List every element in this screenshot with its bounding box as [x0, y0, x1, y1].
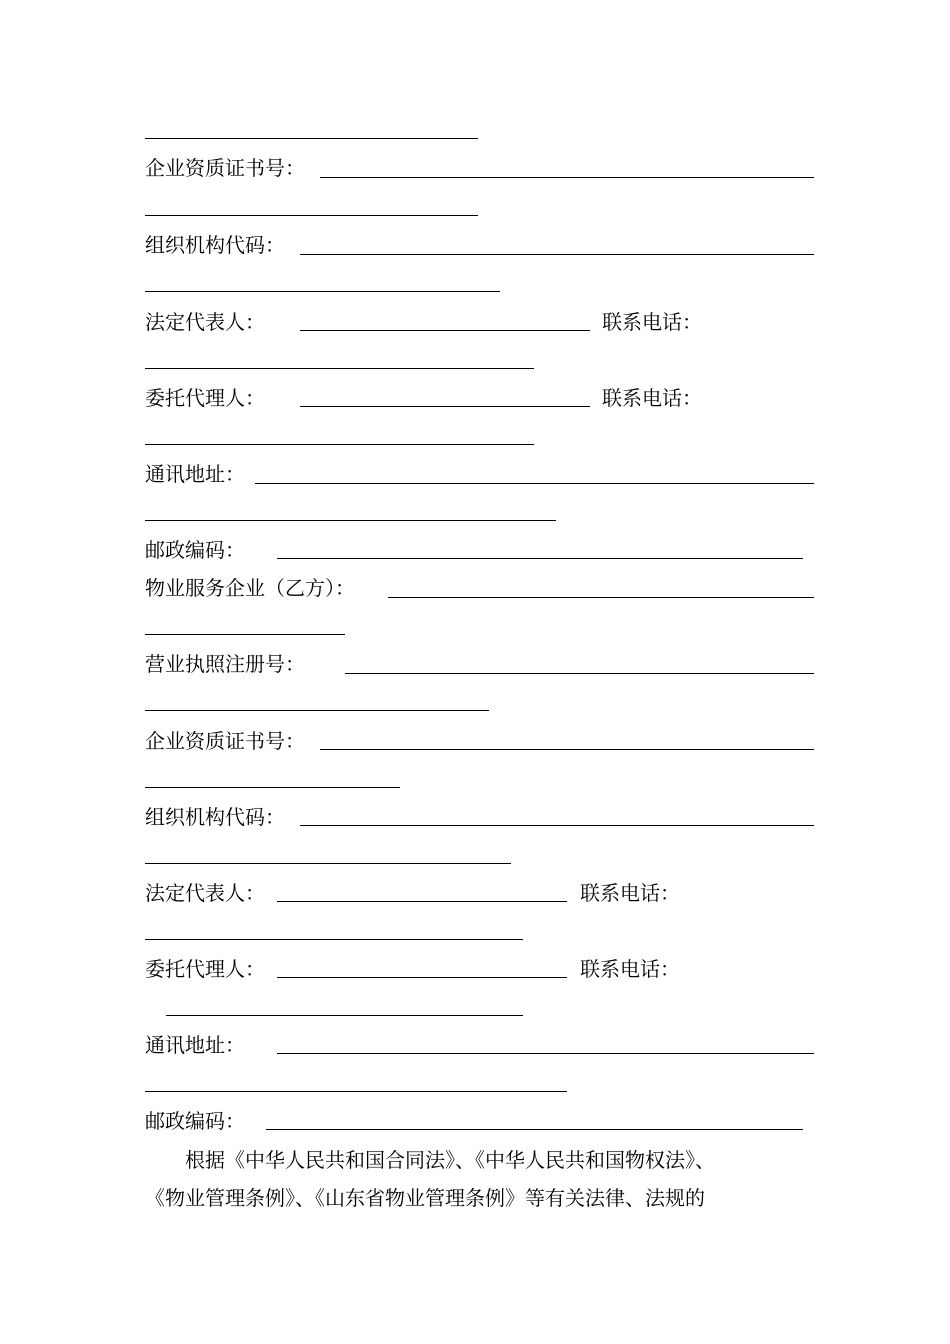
party-a-address-field[interactable] — [255, 483, 814, 484]
blank-line — [145, 138, 478, 139]
party-a-agent-field[interactable] — [300, 406, 590, 407]
party-a-org-code-field-continued[interactable] — [145, 291, 500, 292]
party-a-address-label: 通讯地址： — [145, 462, 245, 486]
party-b-postal-label: 邮政编码： — [145, 1109, 245, 1133]
party-b-address-label: 通讯地址： — [145, 1033, 245, 1057]
party-b-postal-field[interactable] — [266, 1129, 803, 1130]
party-a-agent-phone-field[interactable] — [145, 444, 534, 445]
party-b-agent-phone-label: 联系电话： — [580, 957, 680, 981]
party-b-org-code-field-continued[interactable] — [145, 863, 511, 864]
party-b-agent-field[interactable] — [277, 977, 567, 978]
party-b-license-label: 营业执照注册号： — [145, 652, 305, 676]
party-a-qualification-field-continued[interactable] — [145, 215, 478, 216]
party-b-qualification-field[interactable] — [320, 749, 814, 750]
party-b-agent-label: 委托代理人： — [145, 957, 265, 981]
party-a-postal-field[interactable] — [277, 558, 803, 559]
party-b-agent-phone-field[interactable] — [166, 1015, 523, 1016]
legal-basis-line-1: 根据《中华人民共和国合同法》、《中华人民共和国物权法》、 — [145, 1148, 715, 1172]
party-b-qualification-field-continued[interactable] — [145, 787, 400, 788]
party-b-company-field-continued[interactable] — [145, 634, 345, 635]
party-b-license-field-continued[interactable] — [145, 710, 489, 711]
party-a-legal-rep-phone-label: 联系电话： — [602, 310, 702, 334]
party-b-org-code-label: 组织机构代码： — [145, 805, 285, 829]
party-b-org-code-field[interactable] — [300, 825, 814, 826]
party-b-address-field-continued[interactable] — [145, 1091, 567, 1092]
legal-basis-line-2: 《物业管理条例》、《山东省物业管理条例》等有关法律、法规的 — [145, 1186, 705, 1210]
party-a-legal-rep-phone-field[interactable] — [145, 368, 534, 369]
party-b-legal-rep-field[interactable] — [277, 901, 567, 902]
party-b-legal-rep-phone-field[interactable] — [145, 939, 523, 940]
party-a-org-code-label: 组织机构代码： — [145, 233, 285, 257]
party-a-agent-label: 委托代理人： — [145, 386, 265, 410]
party-b-legal-rep-label: 法定代表人： — [145, 881, 265, 905]
party-b-address-field[interactable] — [277, 1053, 814, 1054]
party-a-qualification-label: 企业资质证书号： — [145, 156, 305, 180]
party-a-legal-rep-label: 法定代表人： — [145, 310, 265, 334]
party-b-legal-rep-phone-label: 联系电话： — [580, 881, 680, 905]
party-a-org-code-field[interactable] — [300, 254, 814, 255]
party-a-postal-label: 邮政编码： — [145, 538, 245, 562]
party-b-company-field[interactable] — [388, 597, 814, 598]
party-a-legal-rep-field[interactable] — [300, 330, 590, 331]
party-b-license-field[interactable] — [345, 673, 814, 674]
party-b-qualification-label: 企业资质证书号： — [145, 729, 305, 753]
party-a-qualification-field[interactable] — [320, 177, 814, 178]
party-a-address-field-continued[interactable] — [145, 520, 556, 521]
party-a-agent-phone-label: 联系电话： — [602, 386, 702, 410]
party-b-company-label: 物业服务企业（乙方）： — [145, 576, 355, 600]
